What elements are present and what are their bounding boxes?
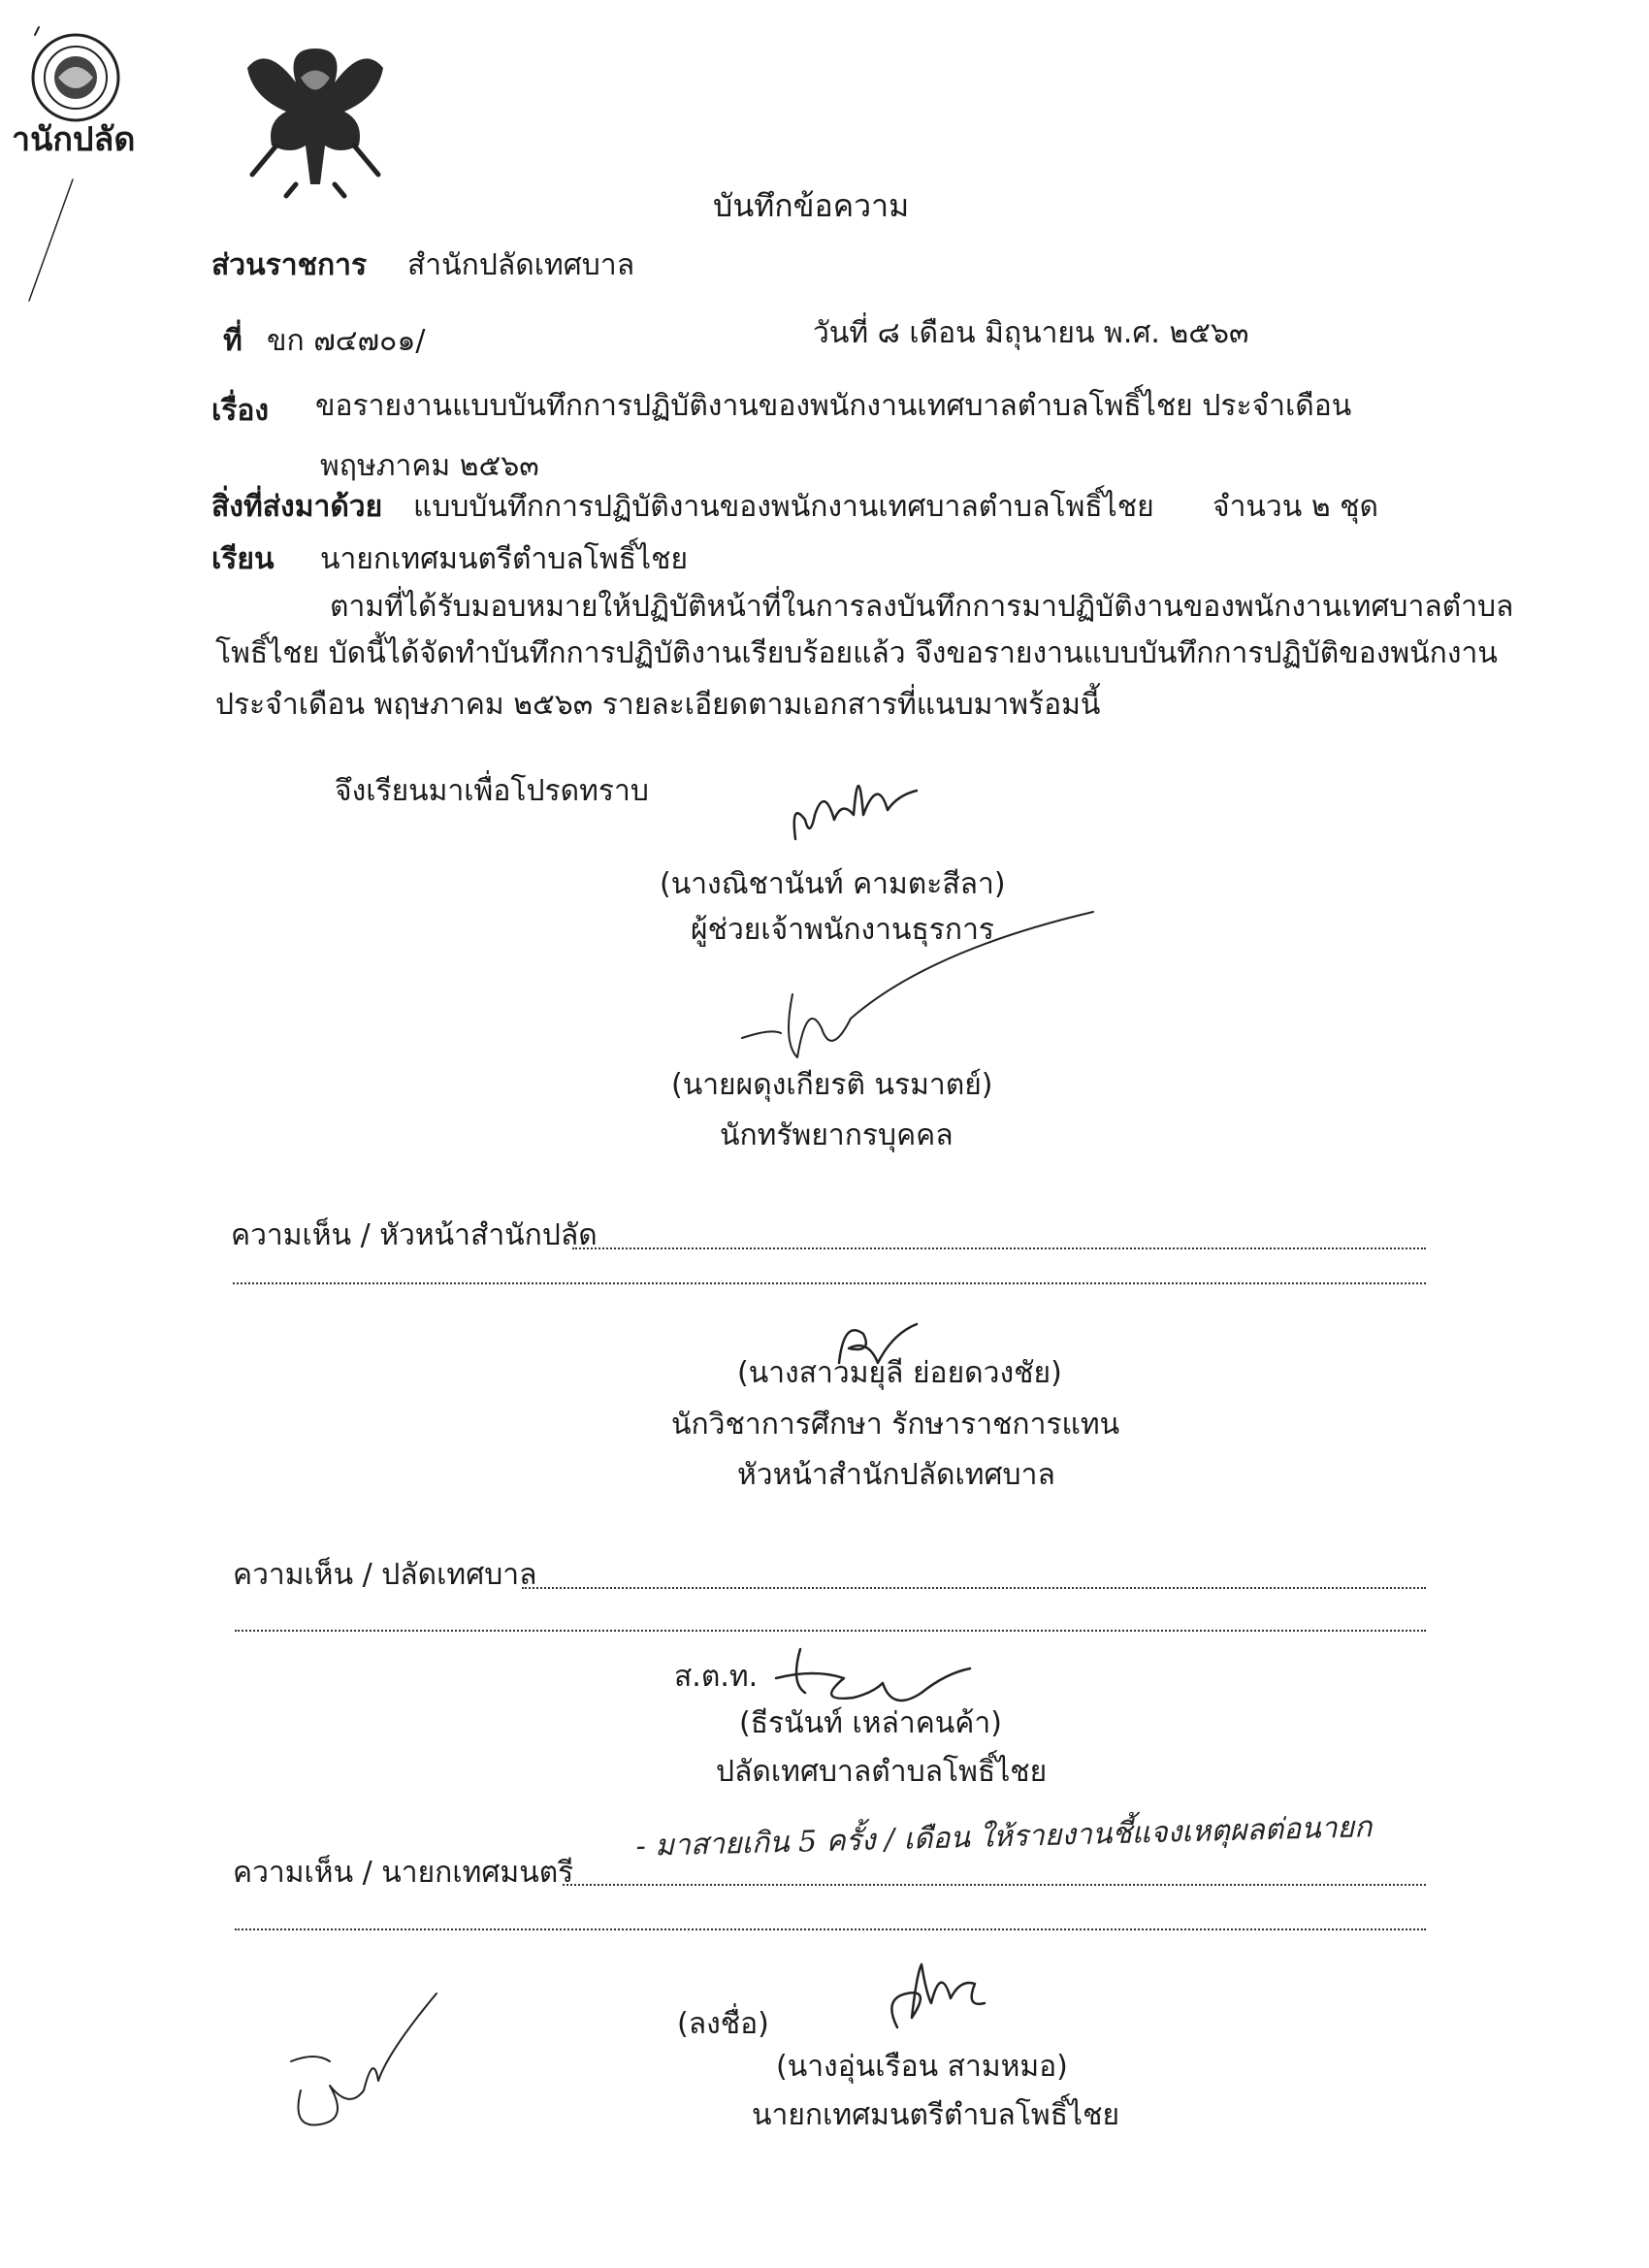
- signer-3-title-2: หัวหน้าสำนักปลัดเทศบาล: [737, 1458, 1055, 1492]
- signer-4-name: (ธีรนันท์ เหล่าคนค้า): [739, 1706, 1002, 1740]
- body-line-3: ประจำเดือน พฤษภาคม ๒๕๖๓ รายละเอียดตามเอกสารที่แนบมาพร้อมนี้: [215, 688, 1101, 722]
- signature-5: [878, 1955, 1014, 2042]
- subject-line-2: พฤษภาคม ๒๕๖๓: [320, 449, 539, 483]
- signer-3-name: (นางสาวมยุลี ย่อยดวงชัย): [737, 1356, 1062, 1390]
- enclosure-value: แบบบันทึกการปฏิบัติงานของพนักงานเทศบาลตำบลโพธิ์ไชย: [413, 490, 1154, 524]
- signature-2: [732, 907, 1111, 1072]
- opinion-mayor-line-2: [235, 1928, 1426, 1930]
- signer-1-title: ผู้ช่วยเจ้าพนักงานธุรการ: [691, 913, 995, 947]
- enclosure-quantity: จำนวน ๒ ชุด: [1212, 490, 1378, 524]
- to-value: นายกเทศมนตรีตำบลโพธิ์ไชย: [320, 542, 689, 576]
- to-label: เรียน: [211, 542, 275, 576]
- subject-line-1: ขอรายงานแบบบันทึกการปฏิบัติงานของพนักงานเทศบาลตำบลโพธิ์ไชย ประจำเดือน: [315, 389, 1352, 423]
- signer-2-title: นักทรัพยากรบุคคล: [720, 1118, 954, 1152]
- signer-5-title: นายกเทศมนตรีตำบลโพธิ์ไชย: [752, 2098, 1120, 2132]
- opinion-head-office-line-2: [233, 1282, 1426, 1284]
- opinion-mayor-line-1: [563, 1884, 1426, 1886]
- subject-label: เรื่อง: [211, 394, 270, 428]
- stamp-label: านักปลัด: [12, 120, 136, 159]
- body-line-1: ตามที่ได้รับมอบหมายให้ปฏิบัติหน้าที่ในการลงบันทึกการมาปฏิบัติงานของพนักงานเทศบาลตำบล: [330, 590, 1514, 624]
- margin-initials: [272, 1984, 466, 2158]
- opinion-clerk-line-2: [235, 1630, 1426, 1632]
- ref-label: ที่: [223, 324, 242, 358]
- ref-value: ขก ๗๔๗๐๑/: [267, 324, 426, 358]
- opinion-clerk-line-1: [522, 1587, 1426, 1589]
- enclosure-label: สิ่งที่ส่งมาด้วย: [211, 490, 383, 524]
- body-line-2: โพธิ์ไชย บัดนี้ได้จัดทำบันทึกการปฏิบัติงานเรียบร้อยแล้ว จึงขอรายงานแบบบันทึกการปฏิบัติของพนักงาน: [215, 636, 1498, 670]
- closing-text: จึงเรียนมาเพื่อโปรดทราบ: [335, 774, 649, 808]
- signature-1: [776, 747, 941, 863]
- office-stamp: [12, 19, 146, 165]
- stamp-stroke-mark: [19, 175, 78, 310]
- opinion-head-office-label: ความเห็น / หัวหน้าสำนักปลัด: [231, 1218, 598, 1252]
- opinion-mayor-handwritten: - มาสายเกิน 5 ครั้ง / เดือน ให้รายงานชี้แจงเหตุผลต่อนายก: [635, 1810, 1373, 1863]
- section-value: สำนักปลัดเทศบาล: [407, 248, 635, 282]
- signer-5-name: (นางอุ่นเรือน สามหมอ): [776, 2050, 1068, 2084]
- signer-4-title: ปลัดเทศบาลตำบลโพธิ์ไชย: [716, 1755, 1048, 1789]
- signer-2-name: (นายผดุงเกียรติ นรมาตย์): [671, 1068, 993, 1102]
- signer-3-title-1: นักวิชาการศึกษา รักษาราชการแทน: [671, 1408, 1120, 1442]
- signer-4-prefix: ส.ต.ท.: [674, 1660, 759, 1694]
- opinion-mayor-label: ความเห็น / นายกเทศมนตรี: [233, 1856, 574, 1890]
- opinion-clerk-label: ความเห็น / ปลัดเทศบาล: [233, 1558, 537, 1592]
- date-text: วันที่ ๘ เดือน มิถุนายน พ.ศ. ๒๕๖๓: [813, 316, 1249, 350]
- garuda-emblem-icon: [228, 39, 403, 204]
- signer-5-prefix: (ลงชื่อ): [677, 2007, 769, 2041]
- section-label: ส่วนราชการ: [211, 248, 368, 282]
- seal-icon: [19, 19, 146, 126]
- signer-1-name: (นางณิชานันท์ คามตะสีลา): [660, 867, 1006, 901]
- page-title: บันทึกข้อความ: [713, 187, 910, 224]
- opinion-head-office-line-1: [572, 1247, 1426, 1249]
